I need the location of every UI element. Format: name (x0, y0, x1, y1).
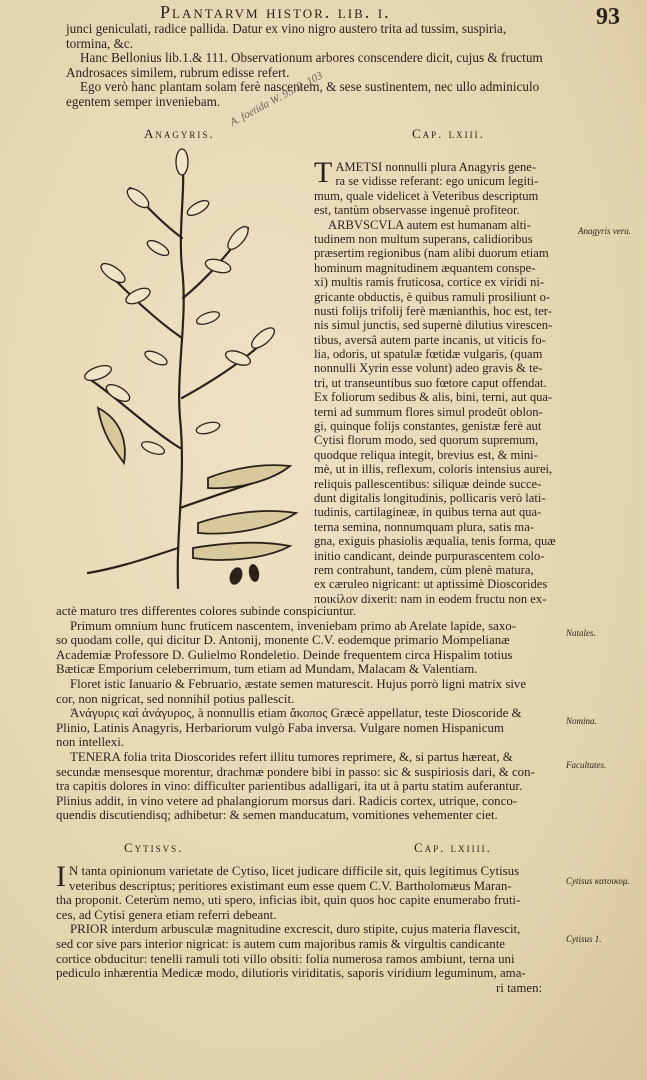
handwritten-annotation: A. foetida W. 95. 2. 103 (228, 69, 325, 129)
text-line: non intellexi. (56, 735, 125, 750)
section-title-cytisus: Cytisvs. (124, 840, 184, 855)
text-line: mum, quale videlicet à Veteribus descriptum (314, 188, 539, 203)
text-line: gi, quinque folijs constantes, genistæ ferè aut (314, 419, 542, 434)
text-line: PRIOR interdum arbusculæ magnitudine excrescit, duro stipite, cujus materia flavescit, (70, 922, 521, 937)
text-line: terna semina, nonnumquam plura, satis ma- (314, 519, 534, 534)
text-line: lia, odoris, ut spatulæ fœtidæ vulgaris, (quam (314, 347, 543, 362)
text-line: Ego verò hanc plantam solam ferè nascentem, & sese sustinentem, nec ullo adminiculo (80, 79, 540, 95)
text-line: xi) multis ramis fruticosa, cortice ex viridi ni- (314, 275, 545, 290)
section-title-anagyris: Anagyris. (144, 126, 215, 141)
text-line: ra se vidisse referant: ego unicum legiti- (335, 174, 539, 189)
anagyris-woodcut-illustration (58, 148, 308, 598)
text-line: nis simul junctis, sed supernè dilutius virescen- (314, 318, 553, 333)
text-line: pediculo inhærentia Medicæ modo, dilutioris viriditatis, saporis viridium leguminum, ama- (56, 966, 526, 981)
text-line: rem contrahunt, tandem, cùm plenè matura, (314, 562, 534, 577)
text-line: secundæ mensesque morentur, drachmæ pondere bibi in passo: sic & suspiriosis dari, & con- (56, 764, 535, 779)
text-line: tra capitis dolores in vino: difficulter parientibus adalligari, ita ut à partu statim auferantur. (56, 779, 523, 794)
text-line: Academiæ Professore D. Gulielmo Rondeletio. Deinde frequentem circa Hispalim totius (56, 647, 513, 662)
text-line: sed cor sive pars interior nigricat: is autem cum majoribus ramis & virgultis candicante (56, 936, 506, 951)
text-line: gricante obductis, è quibus ramuli prosiliunt o- (314, 289, 551, 304)
text-line: Primum omnium hunc fruticem nascentem, inveniebam primo ab Arelate lapide, saxo- (70, 618, 517, 633)
text-line: dunt digitalis longitudinis, pollicaris verò lati- (314, 490, 546, 505)
text-line: actè maturo tres differentes colores subinde conspiciuntur. (56, 604, 357, 618)
text-line: tormina, &c. (66, 35, 134, 51)
text-line: ri tamen: (496, 980, 543, 995)
text-line: Plinius addit, in vino vetere ad phalangiorum morsus dari. Radicis cortex, utrique, conco- (56, 793, 518, 808)
text-line: tudinis, cartilagineæ, in quibus terna aut qua- (314, 505, 542, 520)
text-line: Ἀνάγυρις καὶ ἀνάγυρος, à nonnullis etiam ἄκοπος Græcè appellatur, teste Dioscoride & (70, 706, 522, 721)
text-line: I N tanta opinionum varietate de Cytiso, licet judicare difficile sit, quis legitimus Cytisus (56, 860, 520, 893)
cytisus-text (56, 860, 543, 995)
text-line: gna, exiguis phasiolis æqualia, tenis forma, quæ (314, 534, 556, 549)
text-line: nusti folijs trifolij ferè mænianthis, hoc est, ter- (314, 303, 552, 318)
margin-note-cytisus-1: Cytisus 1. (566, 934, 602, 944)
text-line: Ex foliorum sedibus & alis, bini, terni, aut qua- (314, 390, 553, 405)
text-line: Cytisi florum modo, sed quorum supremum, (314, 433, 539, 448)
text-line: Bæticæ Emporium celeberrimum, tum etiam ad Mundam, Malacam & Valentiam. (56, 662, 478, 677)
text-line: ex cæruleo nigricant: ut aptissimè Dioscorides (314, 577, 548, 592)
margin-note-nomina: Nomina. (566, 716, 597, 726)
margin-note-cytisus: Cytisus κατοικομ. (566, 876, 630, 886)
text-line: cortice obducitur: tenelli ramuli toti villo obsiti: folia numerosa ramos ambiunt, terna uni (56, 951, 515, 966)
drop-cap: T (314, 156, 333, 189)
text-line: Androsaces similem, rubrum edisse refert. (66, 64, 290, 80)
margin-note-facultates: Facultates. (566, 760, 607, 770)
text-line: junci geniculati, radice pallida. Datur ex vino nigro austero trita ad tussim, suspiria, (66, 21, 507, 36)
text-line: Plinio, Latinis Anagyris, Herbariorum vulgò Faba inversa. Vulgare nomen Hispanicum (56, 720, 504, 735)
text-line: ces, ad Cytisi genera etiam referri debeant. (56, 907, 277, 922)
text-line: tudinem non multum superans, calidioribus (314, 231, 533, 246)
text-line: Hanc Bellonius lib.1.& 111. Observationum arbores conscendere dicit, cujus & fructum (80, 50, 543, 66)
text-line: tha proponit. Ceterùm nemo, uti spero, inficias ibit, quin quos hoc capite enumerabo fruti- (56, 893, 521, 908)
text-line: egentem semper inveniebam. (66, 93, 221, 109)
text-line: terni ad summum flores simul prodeūt oblon- (314, 404, 543, 419)
text-line: hominum magnitudinem æquantem conspe- (314, 260, 536, 275)
text-line: reliquis pallescentibus: siliquæ deinde succe- (314, 476, 542, 491)
margin-note-natales: Natales. (566, 628, 596, 638)
margin-note-anagyris-vera: Anagyris vera. (578, 226, 631, 236)
text-line: mè, ut in illis, reflexum, coloris intensius aurei, (314, 462, 553, 477)
text-line: nonnulli Xyrin esse volunt) adeo gravis & te- (314, 361, 543, 376)
text-line: tri, ut transeuntibus suo fœtore caput offendat. (314, 375, 547, 390)
text-line: so quodam colle, qui dicitur D. Antonij, monente C.V. eodemque primario Mompelianæ (56, 633, 510, 648)
text-line: præsertim regionibus (nam alibi duorum etiam (314, 246, 549, 261)
intro-text (66, 22, 543, 110)
text-line: TAMETSI nonnulli plura Anagyris gene- (314, 156, 537, 189)
text-line: cor, non nigricat, sed nonnihil potius pallescit. (56, 691, 295, 706)
text-line: est, tantùm observasse ingenuè profiteor. (314, 203, 520, 218)
text-line: ποικίλον dixerit: nam in eodem fructu non ex- (314, 591, 547, 606)
anagyris-full-text (56, 604, 535, 823)
text-line: tibus, aversâ autem parte incanis, ut viticis fo- (314, 332, 546, 347)
anagyris-column-text (314, 156, 556, 606)
drop-cap: I (56, 860, 66, 893)
text-line: initio candicant, deinde purpurascentem colo- (314, 548, 545, 563)
text-line: quodque reliqua integit, brevius est, & mini- (314, 447, 538, 462)
running-header: Plantarvm histor. lib. i. (160, 2, 391, 22)
text-line: ARBVSCVLA autem est humanam alti- (328, 217, 531, 232)
text-line: Floret istic Ianuario & Februario, æstate semen maturescit. Hujus porrò ligni matrix sive (70, 676, 527, 691)
chapter-label-cytisus: Cap. lxiiii. (414, 840, 492, 855)
text-line: veteribus descriptus; peritiores existimant eum esse quem C.V. Bartholomæus Maran- (69, 878, 512, 893)
text-line: quendis discutiendisq; adhibetur: & semen manducatum, vomitiones vehementer ciet. (56, 808, 498, 823)
text-line: TENERA folia trita Dioscorides refert illitu tumores reprimere, &, si partus hæreat, & (70, 749, 513, 764)
chapter-label-anagyris: Cap. lxiii. (412, 126, 485, 141)
page-number: 93 (596, 4, 620, 30)
